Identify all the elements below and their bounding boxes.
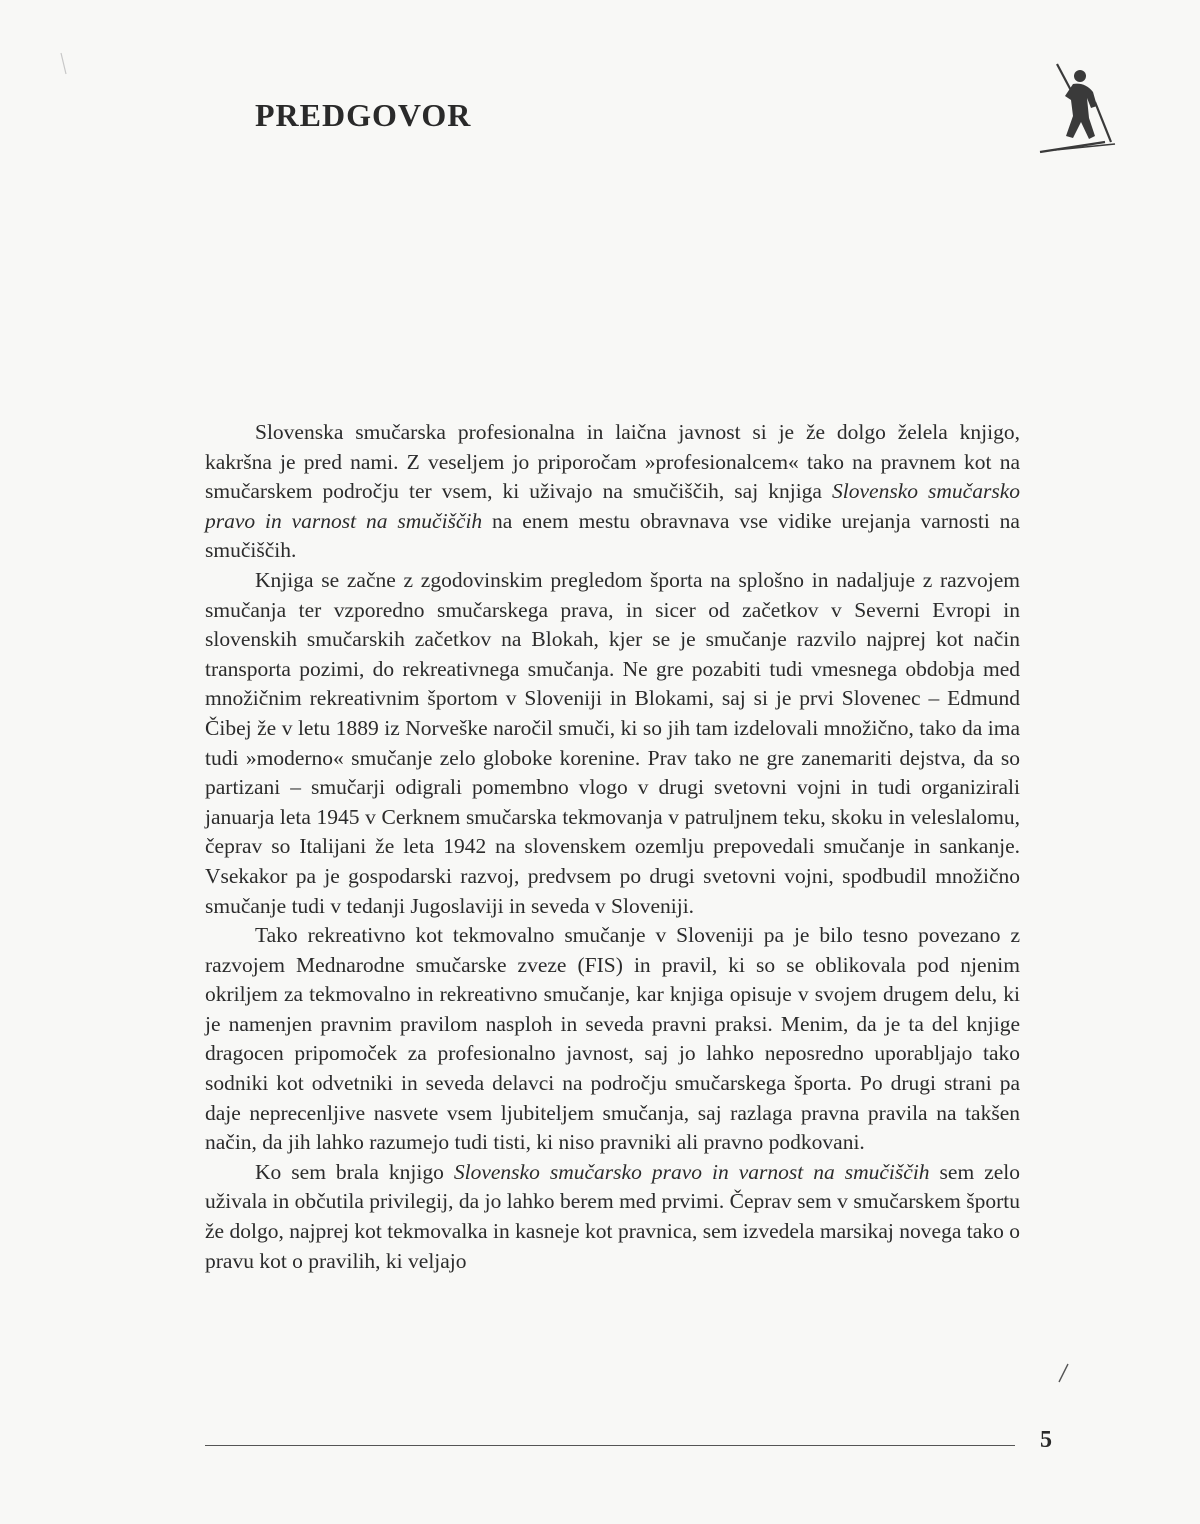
text-run: Slovenska smučarska profesionalna in laična javnost si je že dolgo želela knjigo, kakršna je pred nami. Z veseljem jo priporočam »profesionalcem« tako na pravnem kot na smučarskem področju ter vsem, ki uživajo na smučiščih, saj knjiga [205,420,1020,504]
footer-rule [205,1445,1015,1446]
text-run: sem zelo uživala in občutila privilegij, da jo lahko berem med prvimi. Čeprav sem v smučarskem športu že dolgo, najprej kot tekmovalka in kasneje kot pravnica, sem izvedela marsikaj novega tako o pravu kot o pravilih, ki veljajo [205,1159,1021,1273]
paragraph [205,418,1020,566]
skier-icon [1035,62,1120,162]
paragraph [205,566,1020,921]
paragraph [205,921,1020,1158]
text-run: na enem mestu obravnava vse vidike urejanja varnosti na smučiščih. [205,508,1020,563]
preface-body [205,418,1020,1276]
paragraph [205,1158,1020,1276]
text-run: Knjiga se začne z zgodovinskim pregledom športa na splošno in nadaljuje z razvojem smučanja ter vzporedno smučarskega prava, in sicer od začetkov v Severni Evropi in slovenskih smučarskih začetkov na Blokah, kjer se je smučanje razvilo najprej kot način transporta pozimi, do rekreativnega smučanja. Ne gre pozabiti tudi vmesnega obdobja med množičnim rekreativnim športom v Sloveniji in Blokami, saj si je prvi Slovenec – Edmund Čibej že v letu 1889 iz Norveške naročil smuči, ki so jih tam izdelovali množično, tako da ima tudi »moderno« smučanje zelo globoke korenine. Prav tako ne gre zanemariti dejstva, da so partizani – smučarji odigrali pomembno vlogo v drugi svetovni vojni in tudi organizirali januarja leta 1945 v Cerknem smučarska tekmovanja v patruljnem teku, skoku in veleslalomu, čeprav so Italijani že leta 1942 na slovenskem ozemlju prepovedali smučanje in sankanje. Vsekakor pa je gospodarski razvoj, predvsem po drugi svetovni vojni, spodbudil množično smučanje tudi v tedanji Jugoslaviji in seveda v Sloveniji. [205,567,1020,918]
page-title: PREDGOVOR [255,97,472,133]
book-title: Slovensko smučarsko pravo in varnost na smučiščih [453,1159,930,1184]
page-number: 5 [1040,1427,1052,1453]
book-title: Slovensko smučarsko pravo in varnost na smučiščih [205,479,1020,533]
scan-mark [60,52,68,76]
text-run: Ko sem brala knjigo [255,1159,454,1184]
pencil-mark [1054,1362,1072,1384]
text-run: Tako rekreativno kot tekmovalno smučanje v Sloveniji pa je bilo tesno povezano z razvojem Mednarodne smučarske zveze (FIS) in pravil, ki so se oblikovala pod njenim okriljem za tekmovalno in rekreativno smučanje, kar knjiga opisuje v svojem drugem delu, ki je namenjen pravnim pravilom nasploh in seveda pravni praksi. Menim, da je ta del knjige dragocen pripomoček za profesionalno javnost, saj jo lahko neposredno uporabljajo tako sodniki kot odvetniki in seveda delavci na področju smučarskega športa. Po drugi strani pa daje neprecenljive nasvete vsem ljubiteljem smučanja, saj razlaga pravna pravila na takšen način, da jih lahko razumejo tudi tisti, ki niso pravniki ali pravno podkovani. [205,923,1020,1155]
